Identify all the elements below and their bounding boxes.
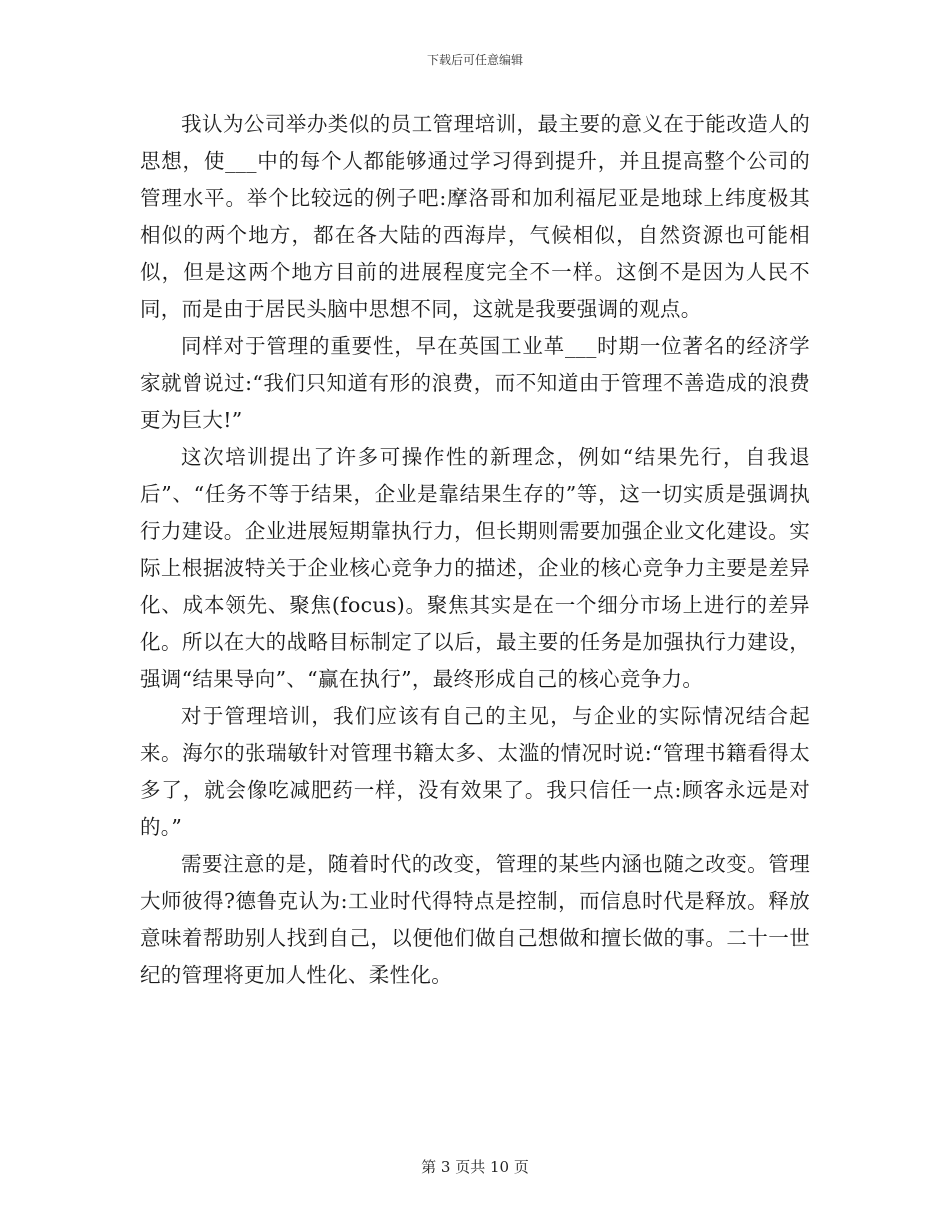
document-body	[140, 106, 810, 994]
paragraph-5: 需要注意的是，随着时代的改变，管理的某些内涵也随之改变。管理大师彼得?德鲁克认为:工业时代得特点是控制，而信息时代是释放。释放意味着帮助别人找到自己，以便他们做自己想做和擅长做的事。二十一世纪的管理将更加人性化、柔性化。	[140, 852, 810, 987]
paragraph-1: 我认为公司举办类似的员工管理培训，最主要的意义在于能改造人的思想，使___中的每个人都能够通过学习得到提升，并且提高整个公司的管理水平。举个比较远的例子吧:摩洛哥和加利福尼亚是地球上纬度极其相似的两个地方，都在各大陆的西海岸，气候相似，自然资源也可能相似，但是这两个地方目前的进展程度完全不一样。这倒不是因为人民不同，而是由于居民头脑中思想不同，这就是我要强调的观点。	[140, 112, 810, 321]
paragraph-4: 对于管理培训，我们应该有自己的主见，与企业的实际情况结合起来。海尔的张瑞敏针对管理书籍太多、太滥的情况时说:“管理书籍看得太多了，就会像吃减肥药一样，没有效果了。我只信任一点:顾客永远是对的。”	[140, 704, 810, 839]
page-number-footer: 第 3 页共 10 页	[421, 1158, 529, 1176]
paragraph-2: 同样对于管理的重要性，早在英国工业革___时期一位著名的经济学家就曾说过:“我们只知道有形的浪费，而不知道由于管理不善造成的浪费更为巨大!”	[140, 334, 810, 432]
paragraph-3: 这次培训提出了许多可操作性的新理念，例如“结果先行，自我退后”、“任务不等于结果，企业是靠结果生存的”等，这一切实质是强调执行力建设。企业进展短期靠执行力，但长期则需要加强企业文化建设。实际上根据波特关于企业核心竞争力的描述，企业的核心竞争力主要是差异化、成本领先、聚焦(focus)。聚焦其实是在一个细分市场上进行的差异化。所以在大的战略目标制定了以后，最主要的任务是加强执行力建设，强调“结果导向”、“赢在执行”，最终形成自己的核心竞争力。	[140, 445, 810, 691]
page-header: 下载后可任意编辑	[426, 53, 523, 67]
